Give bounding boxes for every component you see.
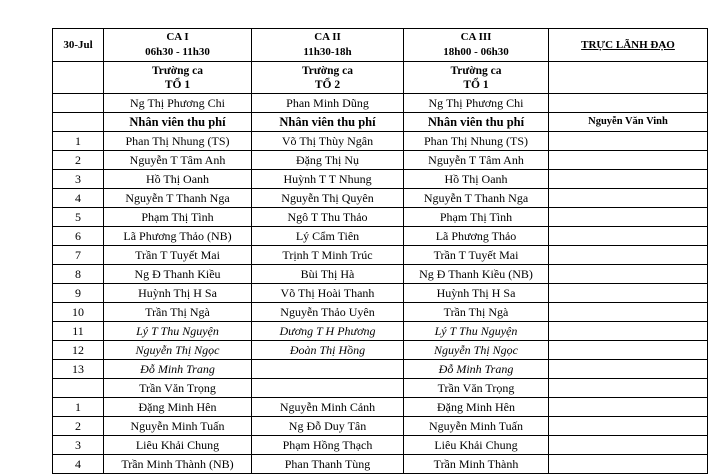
shift-1-staff: Phạm Thị Tình	[104, 208, 252, 227]
empty-cell	[53, 94, 104, 113]
leader-empty-cell	[549, 436, 708, 455]
staff-title-row	[53, 113, 708, 132]
leader-empty-cell	[549, 208, 708, 227]
shift-3-staff: Phan Thị Nhung (TS)	[404, 132, 549, 151]
shift-2-staff: Ng Đỗ Duy Tân	[252, 417, 404, 436]
shift-3-staff: Đặng Minh Hên	[404, 398, 549, 417]
empty-cell	[549, 94, 708, 113]
shift-3-staff: Ng Đ Thanh Kiều (NB)	[404, 265, 549, 284]
shift-2-staff: Nguyễn Thảo Uyên	[252, 303, 404, 322]
row-number: 2	[53, 417, 104, 436]
shift-2-staff: Lý Cẩm Tiên	[252, 227, 404, 246]
shift-1-header	[104, 29, 252, 62]
leader-empty-cell	[549, 265, 708, 284]
shift-3-staff: Trần Minh Thành	[404, 455, 549, 474]
shift-1-staff: Nguyễn T Thanh Nga	[104, 189, 252, 208]
shift-3-leader: Ng Thị Phương Chi	[404, 94, 549, 113]
leader-empty-cell	[549, 227, 708, 246]
leader-empty-cell	[549, 303, 708, 322]
shift-1-staff: Trần Văn Trọng	[104, 379, 252, 398]
shift-2-staff: Nguyễn Thị Quyên	[252, 189, 404, 208]
shift-1-staff: Nguyễn Minh Tuấn	[104, 417, 252, 436]
leader-empty-cell	[549, 132, 708, 151]
shift-1-staff: Hồ Thị Oanh	[104, 170, 252, 189]
leader-empty-cell	[549, 455, 708, 474]
shift-3-staff: Trần Văn Trọng	[404, 379, 549, 398]
table-row	[53, 246, 708, 265]
shift-3-staff: Lã Phương Thảo	[404, 227, 549, 246]
shift-2-staff	[252, 379, 404, 398]
table-row	[53, 322, 708, 341]
leader-empty-cell	[549, 246, 708, 265]
shift-2-staff: Trịnh T Minh Trúc	[252, 246, 404, 265]
shift-1-team-name: TỔ 1	[164, 78, 191, 91]
shift-2-staff: Phan Thanh Tùng	[252, 455, 404, 474]
row-number: 4	[53, 455, 104, 474]
shift-1-staff: Đỗ Minh Trang	[104, 360, 252, 379]
row-number: 3	[53, 436, 104, 455]
header-row	[53, 29, 708, 62]
shift-2-staff: Nguyễn Minh Cảnh	[252, 398, 404, 417]
shift-3-staff: Nguyễn Thị Ngọc	[404, 341, 549, 360]
shift-2-time: 11h30-18h	[303, 46, 352, 58]
shift-2-role: Trường ca	[301, 64, 354, 77]
team-row	[53, 62, 708, 94]
shift-3-staff: Liêu Khải Chung	[404, 436, 549, 455]
row-number: 4	[53, 189, 104, 208]
row-number: 8	[53, 265, 104, 284]
shift-3-staff: Lý T Thu Nguyện	[404, 322, 549, 341]
leader-empty-cell	[549, 379, 708, 398]
row-number	[53, 379, 104, 398]
shift-3-time: 18h00 - 06h30	[443, 46, 509, 58]
shift-2-team-name: TỔ 2	[314, 78, 341, 91]
duty-leader: Nguyễn Văn Vinh	[549, 113, 708, 132]
row-number: 2	[53, 151, 104, 170]
row-number: 3	[53, 170, 104, 189]
shift-1-staff: Lã Phương Thảo (NB)	[104, 227, 252, 246]
shift-3-staff: Trần Thị Ngà	[404, 303, 549, 322]
row-number: 1	[53, 398, 104, 417]
shift-3-name: CA III	[460, 31, 492, 43]
table-row	[53, 417, 708, 436]
shift-2-name: CA II	[314, 31, 341, 43]
leader-empty-cell	[549, 189, 708, 208]
table-row	[53, 360, 708, 379]
shift-1-time: 06h30 - 11h30	[145, 46, 210, 58]
empty-cell	[549, 62, 708, 94]
shift-1-role: Trường ca	[151, 64, 204, 77]
leader-empty-cell	[549, 170, 708, 189]
leader-empty-cell	[549, 417, 708, 436]
shift-2-staff-title: Nhân viên thu phí	[252, 113, 404, 132]
shift-1-staff: Liêu Khải Chung	[104, 436, 252, 455]
shift-3-team-name: TỔ 1	[463, 78, 489, 91]
shift-3-staff: Phạm Thị Tình	[404, 208, 549, 227]
table-row	[53, 170, 708, 189]
leaders-row	[53, 94, 708, 113]
shift-1-staff: Trần Minh Thành (NB)	[104, 455, 252, 474]
shift-1-staff: Trần Thị Ngà	[104, 303, 252, 322]
shift-2-leader: Phan Minh Dũng	[252, 94, 404, 113]
table-row	[53, 265, 708, 284]
shift-2-staff: Ngô T Thu Thảo	[252, 208, 404, 227]
row-number: 13	[53, 360, 104, 379]
row-number: 6	[53, 227, 104, 246]
shift-3-staff: Trần T Tuyết Mai	[404, 246, 549, 265]
shift-1-staff: Phan Thị Nhung (TS)	[104, 132, 252, 151]
row-number: 1	[53, 132, 104, 151]
table-row	[53, 436, 708, 455]
shift-schedule-table	[52, 28, 708, 474]
shift-1-staff: Nguyễn Thị Ngọc	[104, 341, 252, 360]
leader-empty-cell	[549, 398, 708, 417]
shift-1-staff: Lý T Thu Nguyện	[104, 322, 252, 341]
empty-cell	[53, 62, 104, 94]
shift-3-staff-title: Nhân viên thu phí	[404, 113, 549, 132]
table-row	[53, 227, 708, 246]
row-number: 12	[53, 341, 104, 360]
table-row	[53, 208, 708, 227]
date-cell: 30-Jul	[53, 29, 104, 62]
shift-1-staff: Ng Đ Thanh Kiều	[104, 265, 252, 284]
table-row	[53, 379, 708, 398]
shift-3-header	[404, 29, 549, 62]
row-number: 7	[53, 246, 104, 265]
shift-3-team	[404, 62, 549, 94]
shift-1-staff: Nguyễn T Tâm Anh	[104, 151, 252, 170]
shift-3-staff: Huỳnh Thị H Sa	[404, 284, 549, 303]
leader-empty-cell	[549, 360, 708, 379]
shift-2-header	[252, 29, 404, 62]
leader-empty-cell	[549, 341, 708, 360]
row-number: 9	[53, 284, 104, 303]
shift-2-staff: Phạm Hồng Thạch	[252, 436, 404, 455]
shift-3-staff: Nguyễn T Tâm Anh	[404, 151, 549, 170]
shift-2-staff: Dương T H Phương	[252, 322, 404, 341]
shift-1-staff: Đặng Minh Hên	[104, 398, 252, 417]
shift-1-leader: Ng Thị Phương Chi	[104, 94, 252, 113]
shift-3-staff: Đỗ Minh Trang	[404, 360, 549, 379]
shift-2-staff	[252, 360, 404, 379]
shift-2-staff: Huỳnh T T Nhung	[252, 170, 404, 189]
leader-title-cell: TRỰC LÃNH ĐẠO	[549, 29, 708, 62]
leader-empty-cell	[549, 151, 708, 170]
table-row	[53, 189, 708, 208]
table-row	[53, 341, 708, 360]
shift-2-staff: Võ Thị Thùy Ngân	[252, 132, 404, 151]
row-number: 11	[53, 322, 104, 341]
shift-2-staff: Võ Thị Hoài Thanh	[252, 284, 404, 303]
shift-1-staff: Trần T Tuyết Mai	[104, 246, 252, 265]
empty-cell	[53, 113, 104, 132]
table-row	[53, 132, 708, 151]
row-number: 10	[53, 303, 104, 322]
row-number: 5	[53, 208, 104, 227]
shift-3-staff: Nguyễn Minh Tuấn	[404, 417, 549, 436]
table-row	[53, 455, 708, 474]
table-row	[53, 303, 708, 322]
shift-3-staff: Hồ Thị Oanh	[404, 170, 549, 189]
shift-1-staff: Huỳnh Thị H Sa	[104, 284, 252, 303]
shift-2-staff: Bùi Thị Hà	[252, 265, 404, 284]
shift-1-staff-title: Nhân viên thu phí	[104, 113, 252, 132]
shift-1-name: CA I	[166, 31, 189, 43]
shift-1-team	[104, 62, 252, 94]
shift-2-staff: Đoàn Thị Hồng	[252, 341, 404, 360]
table-row	[53, 151, 708, 170]
table-row	[53, 398, 708, 417]
shift-2-team	[252, 62, 404, 94]
leader-empty-cell	[549, 284, 708, 303]
shift-3-staff: Nguyễn T Thanh Nga	[404, 189, 549, 208]
shift-2-staff: Đặng Thị Nụ	[252, 151, 404, 170]
shift-3-role: Trường ca	[450, 64, 502, 77]
table-row	[53, 284, 708, 303]
leader-empty-cell	[549, 322, 708, 341]
